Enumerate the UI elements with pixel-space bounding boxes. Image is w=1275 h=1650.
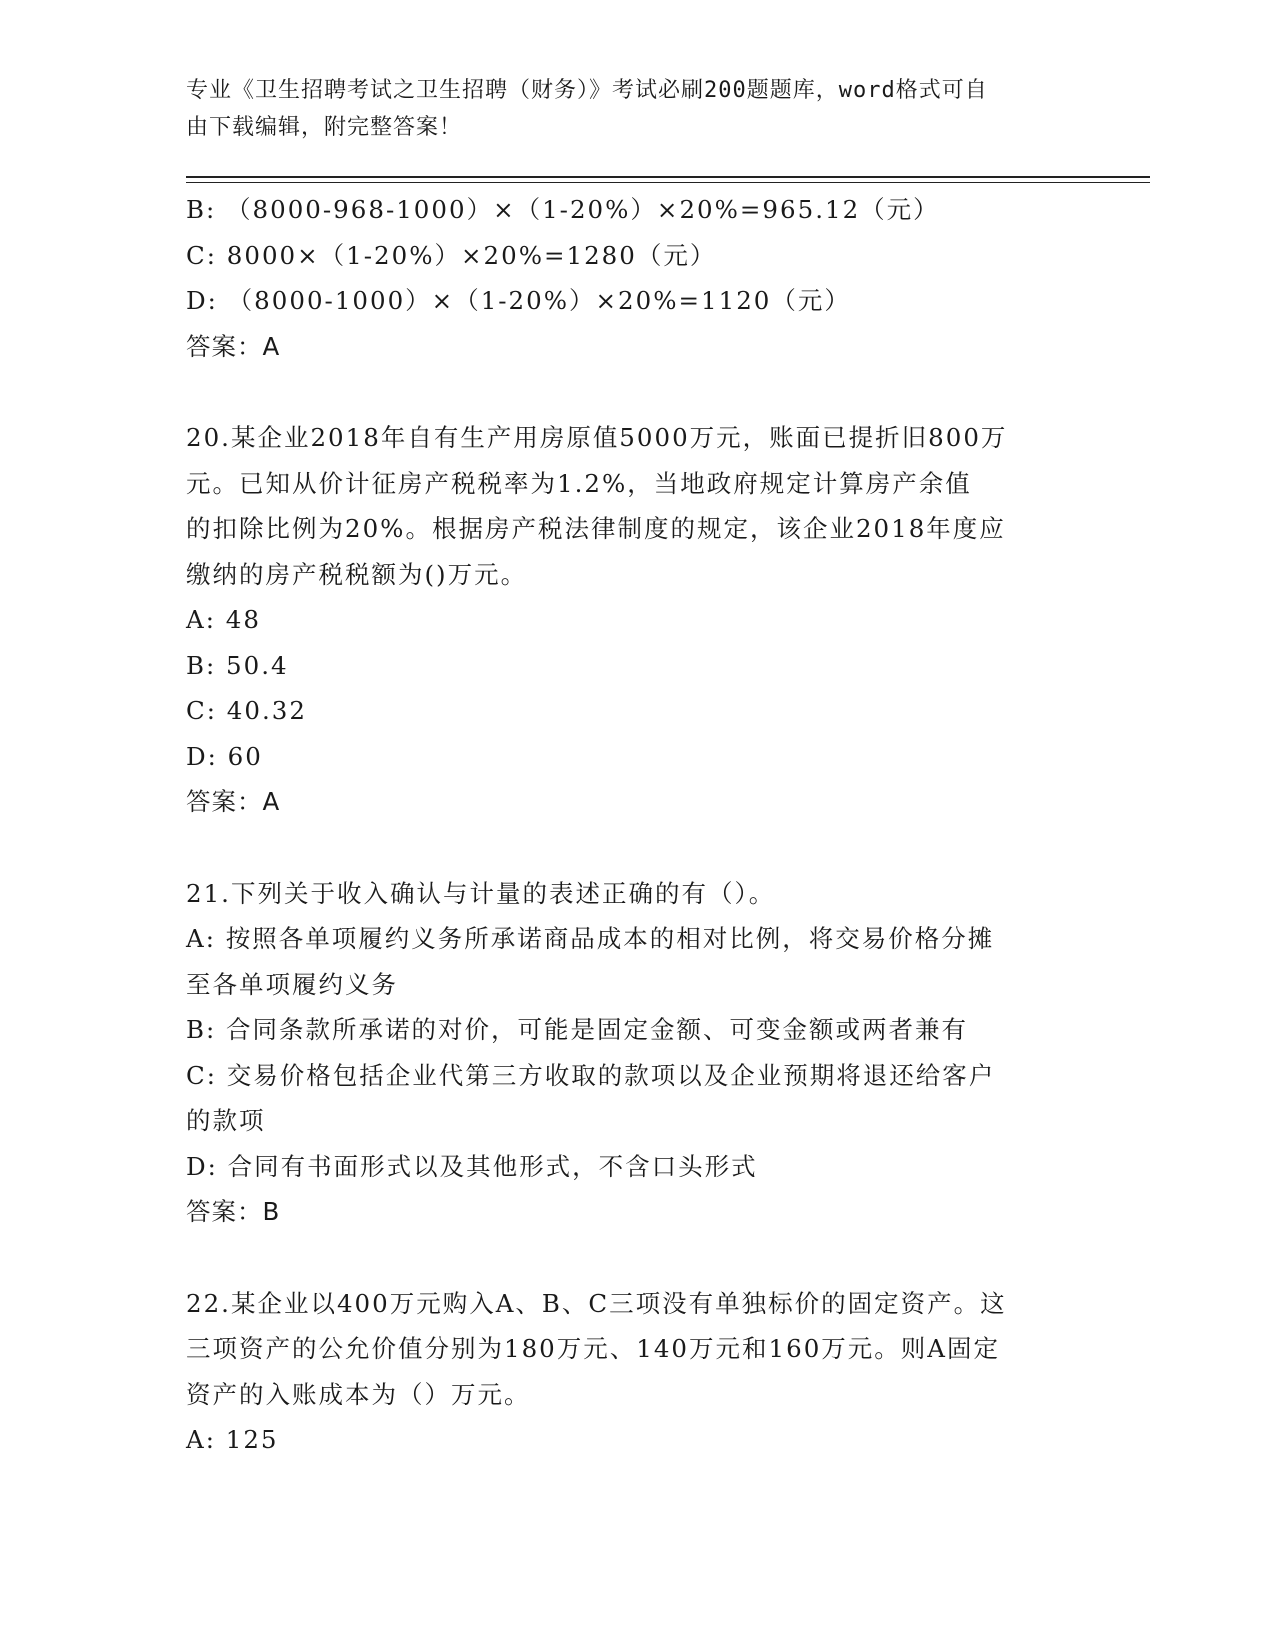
spacer bbox=[186, 825, 1086, 871]
option-line: A: 125 bbox=[186, 1425, 279, 1454]
header-line: 由下载编辑，附完整答案！ bbox=[186, 115, 463, 140]
question-stem-line: 21.下列关于收入确认与计量的表述正确的有（）。 bbox=[186, 878, 776, 908]
option-line: C: 40.32 bbox=[186, 696, 307, 725]
question-block bbox=[186, 415, 1086, 825]
option-line: 的款项 bbox=[186, 1106, 266, 1135]
option-line: D: （8000-1000）×（1-20%）×20%=1120（元） bbox=[186, 286, 851, 315]
question-stem-line: 资产的入账成本为（）万元。 bbox=[186, 1379, 531, 1409]
question-stem-line: 元。已知从价计征房产税税率为1.2%，当地政府规定计算房产余值 bbox=[186, 468, 972, 498]
header-line: 专业《卫生招聘考试之卫生招聘（财务）》考试必刷200题题库，word格式可自 bbox=[186, 78, 988, 103]
question-stem-line: 缴纳的房产税税额为()万元。 bbox=[186, 559, 528, 589]
question-list bbox=[186, 187, 1086, 1463]
option-line: D: 合同有书面形式以及其他形式，不含口头形式 bbox=[186, 1151, 758, 1181]
header-divider-thin bbox=[186, 182, 1150, 183]
question-stem-line: 22.某企业以400万元购入A、B、C三项没有单独标价的固定资产。这 bbox=[186, 1288, 1007, 1318]
question-block bbox=[186, 1281, 1086, 1463]
option-line: A: 48 bbox=[186, 605, 261, 634]
option-line: A: 按照各单项履约义务所承诺商品成本的相对比例，将交易价格分摊 bbox=[186, 924, 995, 953]
question-block bbox=[186, 871, 1086, 1235]
option-line: 至各单项履约义务 bbox=[186, 969, 398, 999]
option-line: B: （8000-968-1000）×（1-20%）×20%=965.12（元） bbox=[186, 195, 940, 224]
question-stem-line: 三项资产的公允价值分别为180万元、140万元和160万元。则A固定 bbox=[186, 1334, 1000, 1363]
spacer bbox=[186, 369, 1086, 415]
spacer bbox=[186, 1235, 1086, 1281]
answer-line: 答案：A bbox=[186, 331, 281, 361]
option-line: B: 50.4 bbox=[186, 650, 289, 680]
answer-line: 答案：B bbox=[186, 1197, 281, 1226]
answer-line: 答案：A bbox=[186, 787, 281, 816]
question-stem-line: 的扣除比例为20%。根据房产税法律制度的规定，该企业2018年度应 bbox=[186, 514, 1006, 543]
option-line: B: 合同条款所承诺的对价，可能是固定金额、可变金额或两者兼有 bbox=[186, 1015, 969, 1044]
option-line: C: 8000×（1-20%）×20%=1280（元） bbox=[186, 240, 717, 270]
option-line: C: 交易价格包括企业代第三方收取的款项以及企业预期将退还给客户 bbox=[186, 1060, 996, 1090]
option-line: D: 60 bbox=[186, 741, 263, 771]
question-stem-line: 20.某企业2018年自有生产用房原值5000万元，账面已提折旧800万 bbox=[186, 423, 1008, 452]
document-header bbox=[186, 72, 1086, 146]
header-divider bbox=[186, 176, 1150, 178]
question-block bbox=[186, 187, 1086, 369]
